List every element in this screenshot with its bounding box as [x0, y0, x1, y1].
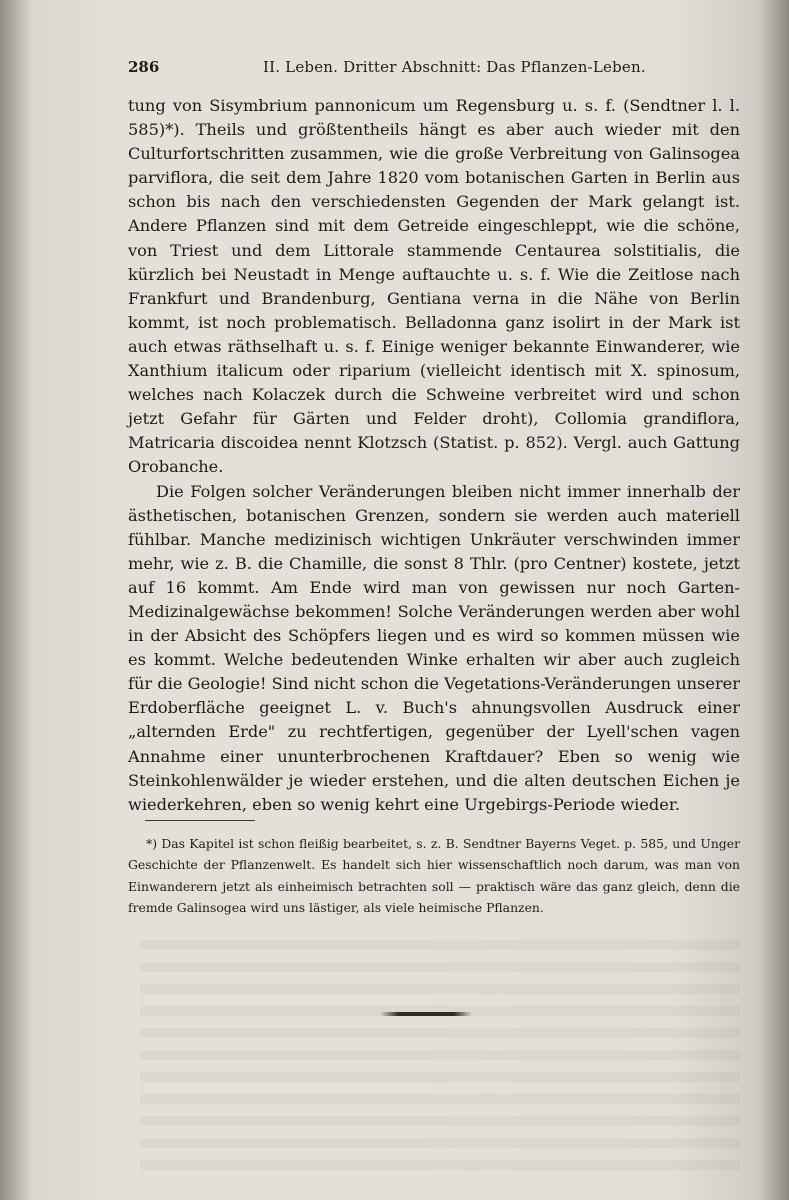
paragraph: Die Folgen solcher Veränderungen bleiben nicht immer innerhalb der ästhetischen, botanischen Grenzen, sondern sie werden auch materiell fühlbar. Manche medizinisch wichtigen Unkräuter verschwinden immer mehr, wie z. B. die Chamille, die sonst 8 Thlr. (pro Centner) kostete, jetzt auf 16 kommt. Am Ende wird man von gewissen nur noch Garten-Medizinalgewächse bekommen! Solche Veränderungen werden aber wohl in der Absicht des Schöpfers liegen und es wird so kommen müssen wie es kommt. Welche bedeutenden Winke erhalten wir aber auch zugleich für die Geologie! Sind nicht schon die Vegetations-Veränderungen unserer Erdoberfläche geeignet L. v. Buch's ahnungsvollen Ausdruck einer „alternden Erde" zu rechtfertigen, gegenüber der Lyell'schen vagen Annahme einer ununterbrochenen Kraftdauer? Eben so wenig wie Steinkohlenwälder je wieder erstehen, und die alten deutschen Eichen je wiederkehren, eben so wenig kehrt eine Urgebirgs-Periode wieder. — [128, 481, 740, 814]
page-number: 286 — [128, 58, 160, 76]
footnote: *) Das Kapitel ist schon fleißig bearbeitet, s. z. B. Sendtner Bayerns Veget. p. 585, und Unger Geschichte der Pflanzenwelt. Es handelt sich hier wissenschaftlich noch darum, was man von Einwanderern jetzt als einheimisch betrachten soll — praktisch wäre das ganz gleich, denn die fremde Galinsogea wird uns lästiger, als viele heimische Pflanzen. — [128, 836, 740, 915]
show-through-texture — [140, 940, 740, 1170]
footnote-separator — [145, 820, 255, 821]
running-head: II. Leben. Dritter Abschnitt: Das Pflanzen-Leben. — [263, 58, 646, 76]
body-text — [128, 94, 740, 817]
page-header — [128, 58, 743, 86]
end-ornament — [380, 1012, 472, 1016]
paragraph: tung von Sisymbrium pannonicum um Regensburg u. s. f. (Sendtner l. l. 585)*). Theils und größtentheils hängt es aber auch wieder mit den Culturfortschritten zusammen, wie die große Verbreitung von Galinsogea parviflora, die seit dem Jahre 1820 vom botanischen Garten in Berlin aus schon bis nach den verschiedensten Gegenden der Mark gelangt ist. Andere Pflanzen sind mit dem Getreide eingeschleppt, wie die schöne, von Triest und dem Littorale stammende Centaurea solstitialis, die kürzlich bei Neustadt in Menge auftauchte u. s. f. Wie die Zeitlose nach Frankfurt und Brandenburg, Gentiana verna in die Nähe von Berlin kommt, ist noch problematisch. Belladonna ganz isolirt in der Mark ist auch etwas räthselhaft u. s. f. Einige weniger bekannte Einwanderer, wie Xanthium italicum oder riparium (vielleicht identisch mit X. spinosum, welches nach Kolaczek durch die Schweine verbreitet wird und schon jetzt Gefahr für Gärten und Felder droht), Collomia grandiflora, Matricaria discoidea nennt Klotzsch (Statist. p. 852). Vergl. auch Gattung Orobanche. — [128, 96, 740, 477]
